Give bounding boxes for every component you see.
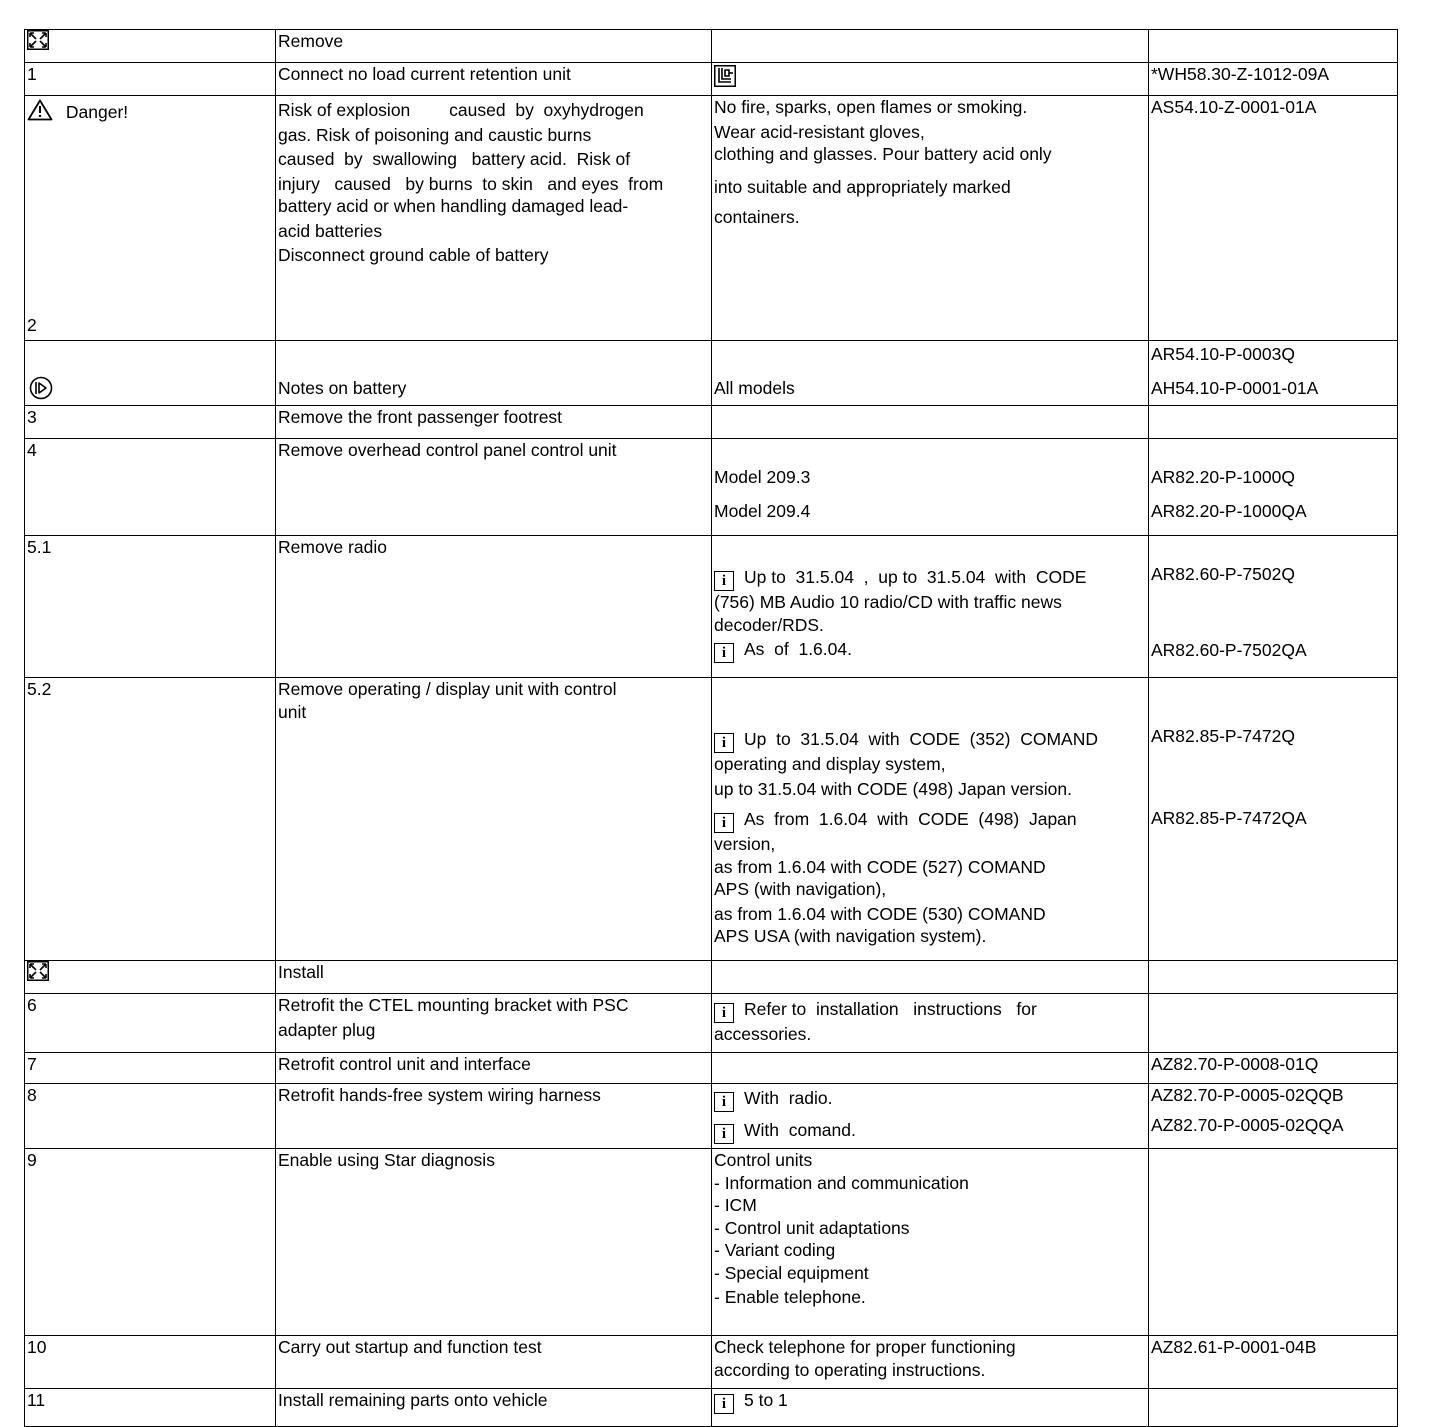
info-i-icon: i: [714, 1092, 734, 1112]
danger-risk-text: injury caused by burns to skin and eyes from: [278, 173, 664, 194]
document-reference[interactable]: AS54.10-Z-0001-01A: [1151, 97, 1317, 117]
info-cell: [712, 1149, 1149, 1336]
table-row: [25, 994, 1398, 1053]
action-cell: [276, 1149, 712, 1336]
info-cell: [712, 678, 1149, 961]
ref-cell: [1149, 63, 1398, 96]
ref-cell: [1149, 1149, 1398, 1336]
note-text: 5 to 1: [744, 1390, 788, 1410]
table-row: [25, 63, 1398, 96]
step-action: Remove the front passenger footrest: [278, 407, 563, 427]
step-number: 11: [27, 1390, 46, 1410]
action-cell: [276, 30, 712, 63]
info-i-icon: i: [714, 643, 734, 663]
info-i-icon: i: [714, 733, 734, 753]
note-text: Refer to installation instructions for: [744, 999, 1037, 1019]
info-i-icon: i: [714, 813, 734, 833]
action-cell: [276, 994, 712, 1053]
step-cell: [25, 30, 276, 63]
step-number: 4: [27, 440, 37, 460]
step-action: unit: [278, 701, 307, 722]
document-reference[interactable]: AR82.60-P-7502Q: [1151, 564, 1295, 584]
info-cell: [712, 1084, 1149, 1149]
info-cell: [712, 406, 1149, 439]
info-text: according to operating instructions.: [714, 1359, 986, 1380]
expand-arrows-icon: [27, 961, 49, 987]
ref-cell: [1149, 678, 1398, 961]
step-action: Connect no load current retention unit: [278, 64, 571, 84]
note-text: (756) MB Audio 10 radio/CD with traffic news: [714, 592, 1062, 612]
danger-risk-text: gas. Risk of poisoning and caustic burns: [278, 124, 592, 145]
ref-cell: [1149, 406, 1398, 439]
info-i-icon: i: [714, 1124, 734, 1144]
list-item: - Special equipment: [714, 1262, 869, 1283]
step-cell: [25, 536, 276, 678]
spacer-cell: [25, 341, 276, 406]
step-number: 5.1: [27, 537, 52, 557]
step-cell: [25, 1336, 276, 1389]
list-item: - Information and communication: [714, 1172, 969, 1193]
action-cell: [276, 678, 712, 961]
info-i-icon: i: [714, 1394, 734, 1414]
step-number: 7: [27, 1054, 37, 1074]
ref-cell: [1149, 96, 1398, 398]
action-cell: [276, 1336, 712, 1389]
notes-action: Notes on battery: [278, 378, 407, 398]
step-number: 6: [27, 995, 37, 1015]
step-action: Retrofit control unit and interface: [278, 1054, 531, 1074]
note-text: as from 1.6.04 with CODE (527) COMAND: [714, 856, 1046, 877]
step-action: Remove overhead control panel control unit: [278, 440, 617, 460]
note-line: [714, 1389, 1146, 1414]
table-row: [25, 536, 1398, 678]
danger-risk-text: battery acid or when handling damaged lead-: [278, 196, 629, 216]
step-number: 1: [27, 64, 37, 84]
action-cell: [276, 1389, 712, 1427]
document-reference[interactable]: AR82.85-P-7472QA: [1151, 807, 1307, 828]
step-cell: [25, 96, 276, 341]
step-cell: [25, 1084, 276, 1149]
danger-risk-text: Risk of explosion caused by oxyhydrogen: [278, 100, 644, 120]
step-cell: [25, 994, 276, 1053]
danger-risk-text: caused by swallowing battery acid. Risk of: [278, 149, 631, 169]
action-cell: [276, 439, 712, 536]
note-text: APS (with navigation),: [714, 879, 887, 899]
danger-measure-text: containers.: [714, 207, 800, 227]
note-line: [714, 728, 1146, 753]
document-reference[interactable]: AR82.85-P-7472Q: [1151, 726, 1295, 746]
document-reference[interactable]: AZ82.70-P-0008-01Q: [1151, 1054, 1319, 1074]
step-number: 5.2: [27, 679, 52, 699]
note-line: [714, 998, 1146, 1023]
list-item: - Control unit adaptations: [714, 1217, 910, 1238]
note-text: version,: [714, 834, 776, 854]
note-line: [714, 1087, 1146, 1112]
step-action: Retrofit hands-free system wiring harness: [278, 1085, 601, 1105]
section-title-install: Install: [278, 962, 324, 982]
info-cell: [712, 961, 1149, 994]
note-text: up to 31.5.04 with CODE (498) Japan version.: [714, 778, 1072, 799]
step-action: Enable using Star diagnosis: [278, 1150, 495, 1170]
note-text: Up to 31.5.04 , up to 31.5.04 with CODE: [744, 567, 1087, 587]
note-line: [714, 566, 1146, 591]
note-text: With radio.: [744, 1088, 833, 1108]
info-cell: [712, 994, 1149, 1053]
document-reference[interactable]: *WH58.30-Z-1012-09A: [1151, 64, 1329, 84]
ref-cell: [1149, 1336, 1398, 1389]
note-line: [714, 1119, 1146, 1144]
action-cell: [276, 1053, 712, 1084]
info-cell: [712, 439, 1149, 536]
action-cell: [276, 536, 712, 678]
note-line: [714, 638, 1146, 663]
danger-measure-text: into suitable and appropriately marked: [714, 176, 1011, 197]
table-row: [25, 1084, 1398, 1149]
table-row: [25, 1053, 1398, 1084]
table-row: [25, 30, 1398, 63]
repair-procedure-sheet: [24, 29, 1397, 1427]
step-cell: [25, 1053, 276, 1084]
step-cell: [25, 1149, 276, 1336]
document-reference[interactable]: AZ82.70-P-0005-02QQA: [1151, 1114, 1344, 1135]
step-number: 9: [27, 1150, 37, 1170]
info-cell: [712, 1389, 1149, 1427]
step-cell: [25, 961, 276, 994]
table-row: [25, 406, 1398, 439]
action-cell: [276, 96, 712, 398]
warning-triangle-icon: [27, 99, 53, 127]
note-text: as from 1.6.04 with CODE (530) COMAND: [714, 903, 1046, 924]
document-reference[interactable]: AZ82.70-P-0005-02QQB: [1151, 1085, 1344, 1105]
procedure-table: [24, 29, 1398, 1427]
step-cell: [25, 678, 276, 961]
document-reference[interactable]: AR82.60-P-7502QA: [1151, 639, 1307, 660]
list-item: - Enable telephone.: [714, 1287, 866, 1307]
danger-measure-text: Wear acid-resistant gloves,: [714, 121, 925, 142]
expand-arrows-icon: [27, 30, 49, 56]
danger-risk-text: acid batteries: [278, 220, 383, 241]
model-variant: Model 209.3: [714, 467, 811, 487]
model-variant: Model 209.4: [714, 500, 811, 521]
info-cell: [712, 1053, 1149, 1084]
table-row: [25, 1336, 1398, 1389]
step-action: adapter plug: [278, 1019, 376, 1040]
ref-cell: [1149, 30, 1398, 63]
list-item: - Variant coding: [714, 1240, 836, 1260]
document-reference[interactable]: AR54.10-P-0003Q: [1151, 344, 1295, 364]
notes-info: All models: [714, 378, 795, 398]
danger-label-group: [27, 99, 273, 127]
note-text: accessories.: [714, 1024, 812, 1044]
step-number: 8: [27, 1085, 37, 1105]
ref-cell: [1149, 1389, 1398, 1427]
ref-cell: [1149, 994, 1398, 1053]
action-cell: [276, 63, 712, 96]
note-text: As from 1.6.04 with CODE (498) Japan: [744, 809, 1077, 829]
ref-cell: [1149, 961, 1398, 994]
step-number: 3: [27, 407, 37, 427]
info-i-icon: i: [714, 1003, 734, 1023]
danger-label: Danger!: [65, 102, 129, 122]
section-title-remove: Remove: [278, 31, 344, 51]
action-cell: [276, 1084, 712, 1149]
step-action: Install remaining parts onto vehicle: [278, 1390, 548, 1410]
document-reference[interactable]: AR82.20-P-1000QA: [1151, 500, 1307, 521]
note-text: With comand.: [744, 1120, 856, 1140]
ref-cell: [1149, 439, 1398, 536]
step-action: Remove operating / display unit with control: [278, 679, 617, 699]
info-cell: [712, 536, 1149, 678]
step-action: Remove radio: [278, 537, 387, 557]
ref-cell: [1149, 536, 1398, 678]
info-cell: [712, 30, 1149, 63]
list-item: - ICM: [714, 1195, 757, 1215]
play-circle-icon: [29, 376, 53, 406]
danger-measure-text: No fire, sparks, open flames or smoking.: [714, 97, 1028, 117]
ref-cell: [1149, 1084, 1398, 1149]
document-reference[interactable]: AR82.20-P-1000Q: [1151, 467, 1295, 487]
note-text: APS USA (with navigation system).: [714, 926, 987, 946]
step-action: Retrofit the CTEL mounting bracket with PSC: [278, 995, 629, 1015]
step-cell: [25, 1389, 276, 1427]
danger-measure-text: clothing and glasses. Pour battery acid only: [714, 144, 1052, 164]
note-text: decoder/RDS.: [714, 614, 824, 635]
info-i-icon: i: [714, 571, 734, 591]
document-reference[interactable]: AZ82.61-P-0001-04B: [1151, 1337, 1317, 1357]
step-number: 10: [27, 1337, 47, 1357]
note-text: As of 1.6.04.: [744, 639, 852, 659]
info-text: Check telephone for proper functioning: [714, 1337, 1016, 1357]
action-cell: [276, 406, 712, 439]
table-row: [25, 1389, 1398, 1427]
step-action: Carry out startup and function test: [278, 1337, 542, 1357]
step-cell: [25, 406, 276, 439]
action-cell: [276, 961, 712, 994]
step-cell: [25, 63, 276, 96]
tool-icon: [714, 65, 736, 93]
note-text: operating and display system,: [714, 754, 946, 774]
note-line: [714, 808, 1146, 833]
document-reference[interactable]: AH54.10-P-0001-01A: [1151, 378, 1319, 398]
step-cell: [25, 439, 276, 536]
table-row: [25, 1149, 1398, 1336]
table-row: [25, 961, 1398, 994]
info-cell: [712, 96, 1149, 398]
info-cell: [712, 1336, 1149, 1389]
table-row: [25, 678, 1398, 961]
note-text: Up to 31.5.04 with CODE (352) COMAND: [744, 729, 1099, 749]
table-row: [25, 96, 1398, 341]
list-item: Control units: [714, 1150, 813, 1170]
table-row: [25, 439, 1398, 536]
ref-cell: [1149, 1053, 1398, 1084]
step-number: 2: [27, 315, 37, 335]
info-cell: [712, 63, 1149, 96]
step-action: Disconnect ground cable of battery: [278, 245, 549, 265]
